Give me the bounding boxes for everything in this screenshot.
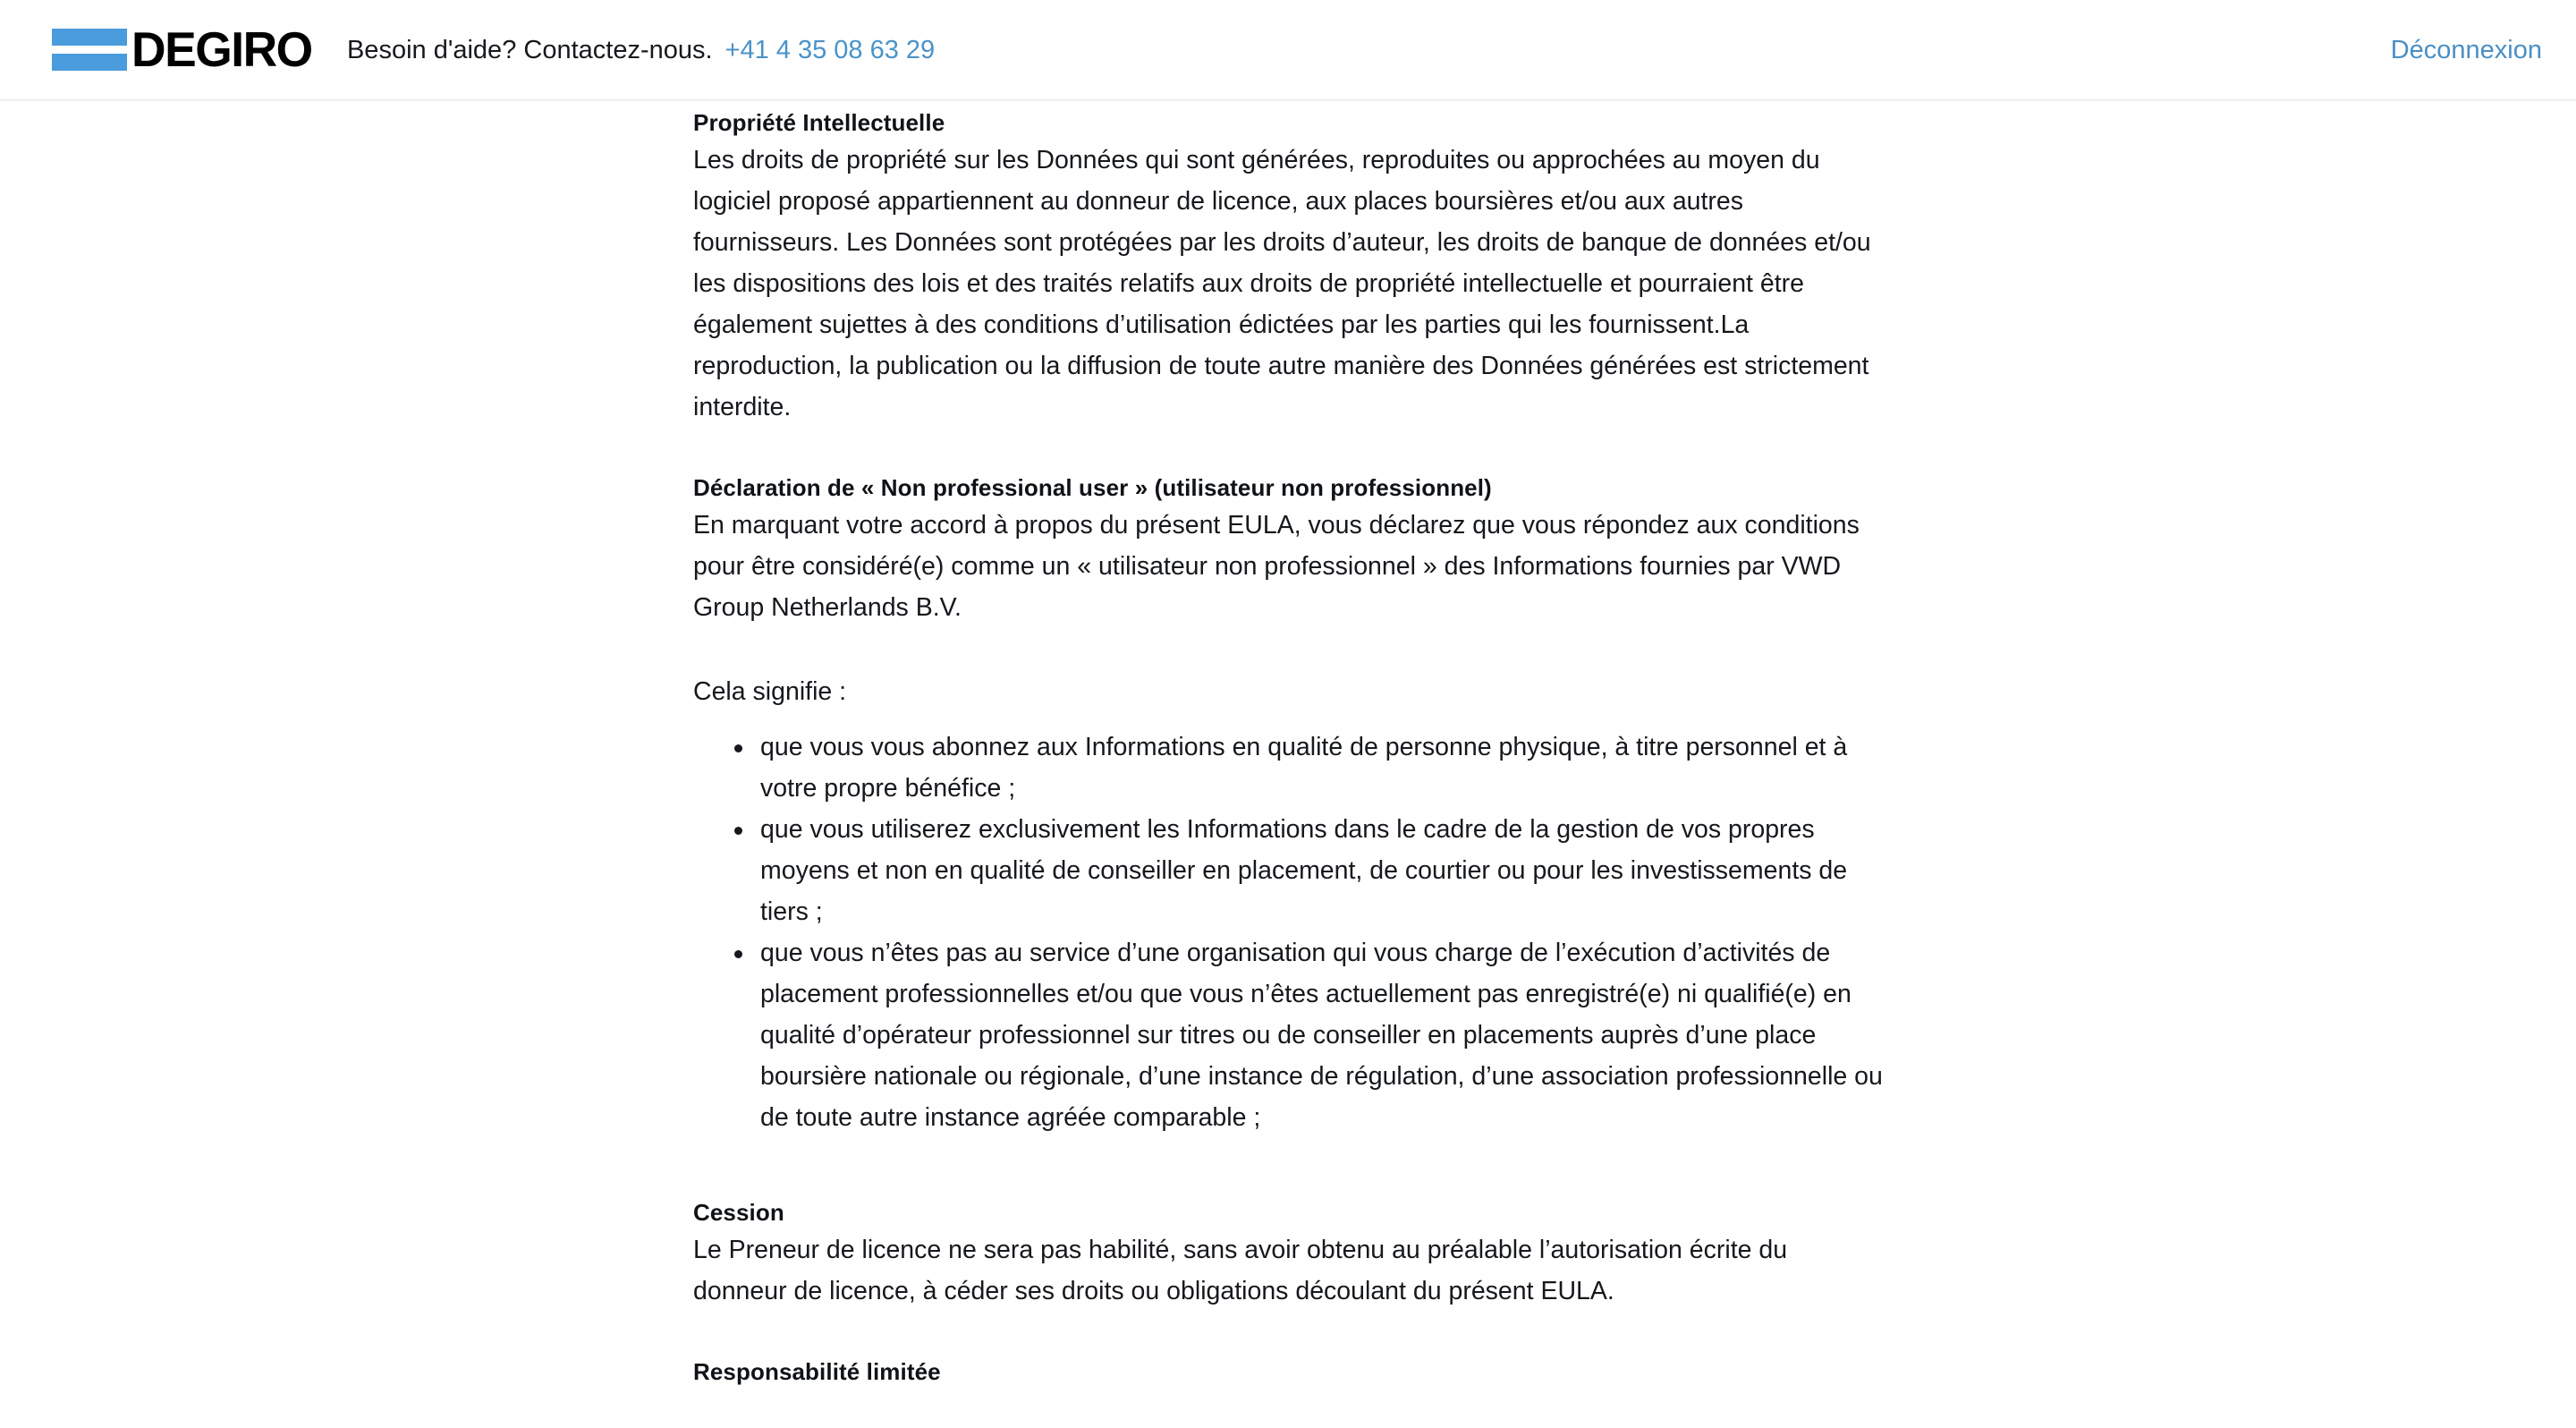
section-heading: Propriété Intellectuelle	[693, 109, 945, 136]
paragraph-spacer	[693, 628, 1883, 671]
site-header	[0, 0, 2576, 100]
section-spacer	[693, 428, 1883, 471]
logo-bar-top	[52, 29, 127, 46]
logo-bar-bottom	[52, 54, 127, 71]
document-scroll-area[interactable]	[0, 100, 2576, 1428]
section-declaration-non-professional-user	[693, 471, 1883, 1138]
brand-wordmark: DEGIRO	[131, 21, 312, 77]
list-item: que vous utiliserez exclusivement les Informations dans le cadre de la gestion de vos propres moyens et non en qualité de conseiller en placement, de courtier ou pour les investissements de tiers ;	[693, 809, 1883, 932]
section-spacer	[693, 1312, 1883, 1355]
section-paragraph: Les droits de propriété sur les Données qui sont générées, reproduites ou approchées au moyen du logiciel proposé appartiennent au donneur de licence, aux places boursières et/ou aux autres fournisseurs. Les Données sont protégées par les droits d’auteur, les droits de banque de données et/ou les dispositions des lois et des traités relatifs aux droits de propriété intellectuelle et pourraient être également sujettes à des conditions d’utilisation édictées par les parties qui les fournissent.La reproduction, la publication ou la diffusion de toute autre manière des Données générées est strictement interdite.	[693, 146, 1871, 421]
section-cession	[693, 1195, 1883, 1312]
list-item: que vous n’êtes pas au service d’une organisation qui vous charge de l’exécution d’activités de placement professionnelles et/ou que vous n’êtes actuellement pas enregistré(e) ni qualifié(e) en qualité d’opérateur professionnel sur titres ou de conseiller en placements auprès d’une place boursière nationale ou régionale, d’une instance de régulation, d’une association professionnelle ou de toute autre instance agréée comparable ;	[693, 932, 1883, 1138]
section-paragraph: En marquant votre accord à propos du présent EULA, vous déclarez que vous répondez aux conditions pour être considéré(e) comme un « utilisateur non professionnel » des Informations fournies par VWD Group Netherlands B.V.	[693, 511, 1860, 622]
help-text: Besoin d'aide? Contactez-nous.	[346, 35, 713, 64]
logout-link[interactable]: Déconnexion	[2390, 35, 2542, 64]
section-spacer-extra	[693, 1181, 1883, 1195]
degiro-logo[interactable]	[52, 21, 318, 77]
section-responsabilite-limitee	[693, 1355, 1883, 1389]
section-paragraph: Le Preneur de licence ne sera pas habilité, sans avoir obtenu au préalable l’autorisation écrite du donneur de licence, à céder ses droits ou obligations découlant du présent EULA.	[693, 1236, 1788, 1305]
list-spacer	[693, 712, 1883, 727]
non-professional-user-conditions-list	[693, 727, 1883, 1138]
section-propriete-intellectuelle	[693, 106, 1883, 428]
degiro-logo-mark-icon	[52, 29, 127, 71]
section-heading: Déclaration de « Non professional user » (utilisateur non professionnel)	[693, 474, 1492, 501]
support-phone-link[interactable]: +41 4 35 08 63 29	[724, 35, 936, 64]
list-intro-text: Cela signifie :	[693, 677, 847, 706]
section-spacer	[693, 1138, 1883, 1181]
section-heading: Responsabilité limitée	[693, 1358, 941, 1385]
section-heading: Cession	[693, 1199, 784, 1226]
eula-document	[693, 100, 1883, 1389]
help-contact-block	[347, 35, 935, 65]
list-item: que vous vous abonnez aux Informations en qualité de personne physique, à titre personnel et à votre propre bénéfice ;	[693, 727, 1883, 809]
